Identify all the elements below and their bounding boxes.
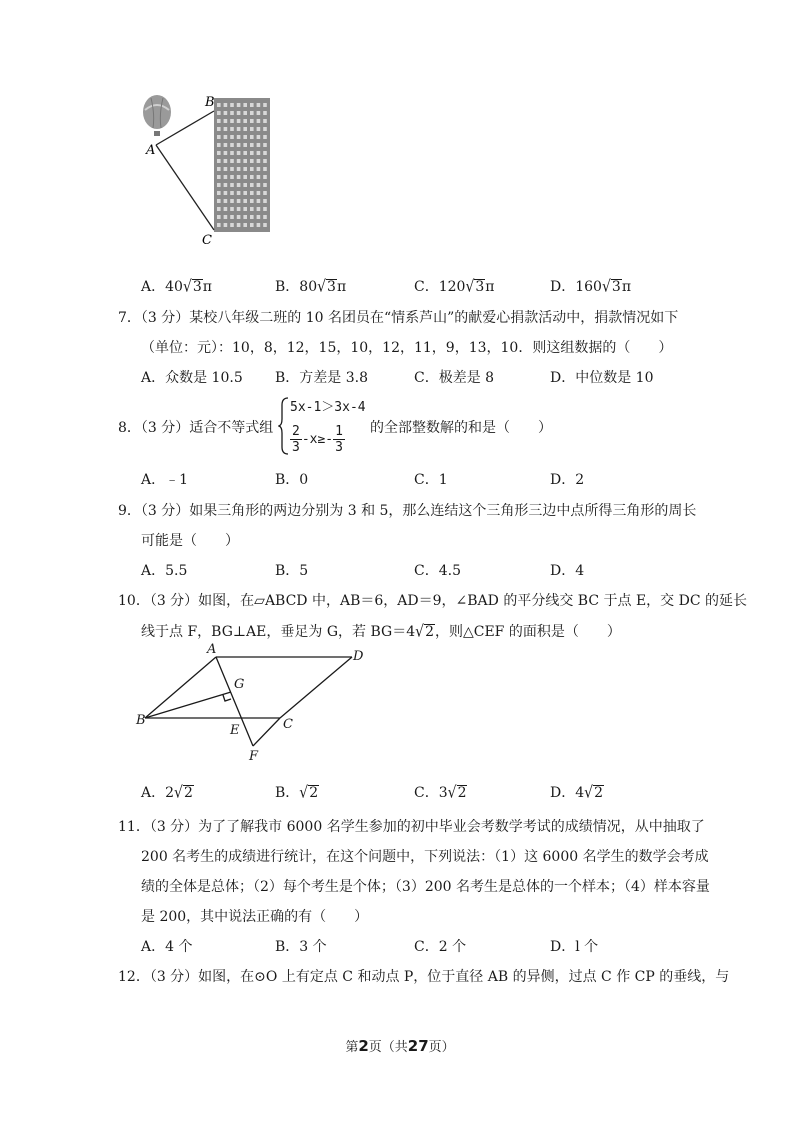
building-window xyxy=(237,159,241,163)
building-window xyxy=(257,167,261,171)
building-window xyxy=(230,119,234,123)
building-window xyxy=(250,183,254,187)
q7-option-c[interactable]: C．极差是 8 xyxy=(414,370,495,386)
building-window xyxy=(217,127,221,131)
q7-option-a[interactable]: A．众数是 10.5 xyxy=(141,370,243,386)
building-window xyxy=(217,183,221,187)
building-window xyxy=(263,167,267,171)
building-window xyxy=(224,215,228,219)
building-window xyxy=(250,143,254,147)
building-window xyxy=(224,143,228,147)
q11-line-1: 11．（3 分）为了了解我市 6000 名学生参加的初中毕业会考数学考试的成绩情况，从中抽取了 xyxy=(118,819,705,835)
building-window xyxy=(250,167,254,171)
building-window xyxy=(224,111,228,115)
building-window xyxy=(224,135,228,139)
building-window xyxy=(250,207,254,211)
building-window xyxy=(257,183,261,187)
building-window xyxy=(224,127,228,131)
building-window xyxy=(237,127,241,131)
building-window xyxy=(237,143,241,147)
building-window xyxy=(217,135,221,139)
q11-option-c[interactable]: C．2 个 xyxy=(414,939,467,955)
q8-prefix: 8．（3 分）适合不等式组 xyxy=(118,420,274,436)
building-window xyxy=(243,175,247,179)
building-window xyxy=(224,119,228,123)
building-window xyxy=(230,151,234,155)
building-window xyxy=(230,167,234,171)
building-window xyxy=(250,111,254,115)
building-window xyxy=(250,103,254,107)
building-window xyxy=(257,135,261,139)
label-c: C xyxy=(202,233,212,248)
building-window xyxy=(263,215,267,219)
building-window xyxy=(224,199,228,203)
building-window xyxy=(243,151,247,155)
q10-option-b[interactable]: B．√2 xyxy=(275,783,319,803)
building-window xyxy=(217,199,221,203)
building-window xyxy=(230,223,234,227)
q11-line-4: 是 200，其中说法正确的有（ ） xyxy=(141,909,369,925)
balloon-building-figure xyxy=(130,90,280,250)
q10-option-a[interactable]: A．2√2 xyxy=(141,783,193,803)
building-window xyxy=(263,223,267,227)
building-window xyxy=(263,103,267,107)
building-window xyxy=(250,199,254,203)
q9-option-d[interactable]: D．4 xyxy=(550,563,585,579)
building-window xyxy=(230,143,234,147)
building-window xyxy=(250,127,254,131)
building-window xyxy=(230,215,234,219)
building-window xyxy=(224,167,228,171)
building-window xyxy=(263,111,267,115)
building-window xyxy=(230,191,234,195)
building-window xyxy=(237,119,241,123)
building-window xyxy=(257,151,261,155)
building-window xyxy=(230,127,234,131)
building-window xyxy=(250,175,254,179)
label-c: C xyxy=(283,717,293,732)
building-window xyxy=(224,103,228,107)
building-window xyxy=(243,159,247,163)
building-window xyxy=(257,223,261,227)
q8-option-d[interactable]: D．2 xyxy=(550,472,585,488)
building-window xyxy=(237,135,241,139)
building-window xyxy=(243,111,247,115)
building-window xyxy=(217,191,221,195)
building-window xyxy=(257,175,261,179)
building-window xyxy=(243,119,247,123)
building-window xyxy=(243,191,247,195)
brace-icon xyxy=(278,397,290,455)
label-a: A xyxy=(146,143,156,158)
q9-option-a[interactable]: A．5.5 xyxy=(141,563,188,579)
parallelogram-figure xyxy=(135,640,375,765)
label-e: E xyxy=(230,723,240,738)
q11-line-2: 200 名考生的成绩进行统计，在这个问题中，下列说法：（1）这 6000 名学生的数学会考成 xyxy=(141,849,709,865)
building-window xyxy=(243,167,247,171)
page-footer: 第2页（共27页） xyxy=(345,1037,455,1055)
q7-option-b[interactable]: B．方差是 3.8 xyxy=(275,370,369,386)
building-window xyxy=(243,223,247,227)
q7-line-2: （单位：元）：10，8，12，15，10，12，11，9，13，10．则这组数据的（ ） xyxy=(141,340,673,356)
q8-inequality-2: $\frac{2}{3}$ -x≥- $\frac{1}{3}$ xyxy=(292,424,343,455)
q9-option-b[interactable]: B．5 xyxy=(275,563,309,579)
building-window xyxy=(217,215,221,219)
building-window xyxy=(217,175,221,179)
building-window xyxy=(237,191,241,195)
building-window xyxy=(230,135,234,139)
building-window xyxy=(243,199,247,203)
building-window xyxy=(243,135,247,139)
building-window xyxy=(230,199,234,203)
building-window xyxy=(257,215,261,219)
q9-line-2: 可能是（ ） xyxy=(141,533,239,549)
building-window xyxy=(230,207,234,211)
building-window xyxy=(217,223,221,227)
building-window xyxy=(217,143,221,147)
building-window xyxy=(263,207,267,211)
building-window xyxy=(217,103,221,107)
building-window xyxy=(263,191,267,195)
q11-line-3: 绩的全体是总体；（2）每个考生是个体；（3）200 名考生是总体的一个样本；（4）样本容量 xyxy=(141,879,710,895)
building-window xyxy=(237,199,241,203)
q6-option-b[interactable]: B．80√3π xyxy=(275,277,347,297)
building-window xyxy=(263,151,267,155)
building-window xyxy=(230,159,234,163)
building-window xyxy=(263,119,267,123)
q6-option-d[interactable]: D．160√3π xyxy=(550,277,632,297)
q9-option-c[interactable]: C．4.5 xyxy=(414,563,461,579)
q8-option-b[interactable]: B．0 xyxy=(275,472,309,488)
building-window xyxy=(257,111,261,115)
building-window xyxy=(237,207,241,211)
building-window xyxy=(263,159,267,163)
building-window xyxy=(257,119,261,123)
building-window xyxy=(257,143,261,147)
q8-inequality-1: 5x-1＞3x-4 xyxy=(290,400,366,415)
building-window xyxy=(263,183,267,187)
building-window xyxy=(263,135,267,139)
building-window xyxy=(250,151,254,155)
building-window xyxy=(263,143,267,147)
building-window xyxy=(250,135,254,139)
building-window xyxy=(257,199,261,203)
q8-suffix: 的全部整数解的和是（ ） xyxy=(370,420,552,436)
building-window xyxy=(237,223,241,227)
q6-option-c[interactable]: C．120√3π xyxy=(414,277,495,297)
q8-option-c[interactable]: C．1 xyxy=(414,472,448,488)
building-window xyxy=(257,207,261,211)
q11-option-a[interactable]: A．4 个 xyxy=(141,939,193,955)
q10-option-c[interactable]: C．3√2 xyxy=(414,783,467,803)
label-g: G xyxy=(234,677,245,692)
building-window xyxy=(257,191,261,195)
building-window xyxy=(230,111,234,115)
label-b: B xyxy=(205,95,215,110)
label-d: D xyxy=(353,649,364,664)
building-window xyxy=(217,167,221,171)
building-window xyxy=(224,159,228,163)
building-window xyxy=(257,103,261,107)
q6-option-a[interactable]: A．40√3π xyxy=(141,277,212,297)
building-window xyxy=(250,159,254,163)
q12-line-1: 12．（3 分）如图，在⊙O 上有定点 C 和动点 P，位于直径 AB 的异侧，过点 C 作 CP 的垂线，与 xyxy=(118,969,730,985)
q10-line-1: 10．（3 分）如图，在▱ABCD 中，AB＝6，AD＝9，∠BAD 的平分线交 BC 于点 E，交 DC 的延长 xyxy=(118,593,748,609)
building-window xyxy=(243,183,247,187)
q11-option-b[interactable]: B．3 个 xyxy=(275,939,327,955)
building-window xyxy=(217,207,221,211)
q10-line-2: 线于点 F，BG⊥AE，垂足为 G，若 BG＝4√2，则△CEF 的面积是（ ） xyxy=(141,622,621,642)
building-window xyxy=(237,215,241,219)
building-window xyxy=(224,191,228,195)
balloon xyxy=(143,95,171,129)
building-window xyxy=(263,175,267,179)
building-window xyxy=(243,103,247,107)
building-window xyxy=(230,103,234,107)
q8-option-a[interactable]: A．﹣1 xyxy=(141,472,189,488)
label-a: A xyxy=(207,642,217,657)
label-f: F xyxy=(249,749,259,764)
building-window xyxy=(257,159,261,163)
building-window xyxy=(224,183,228,187)
building-window xyxy=(217,119,221,123)
building-window xyxy=(237,183,241,187)
building-window xyxy=(243,207,247,211)
building-window xyxy=(250,119,254,123)
building-window xyxy=(263,199,267,203)
building-window xyxy=(230,183,234,187)
building-window xyxy=(243,127,247,131)
building-window xyxy=(224,223,228,227)
building-window xyxy=(250,191,254,195)
building-window xyxy=(257,127,261,131)
building-window xyxy=(224,175,228,179)
building-window xyxy=(243,215,247,219)
building-window xyxy=(217,151,221,155)
building xyxy=(214,98,270,232)
building-window xyxy=(224,207,228,211)
q10-option-d[interactable]: D．4√2 xyxy=(550,783,603,803)
q7-option-d[interactable]: D．中位数是 10 xyxy=(550,370,654,386)
q11-option-d[interactable]: D．l 个 xyxy=(550,939,599,955)
building-window xyxy=(224,151,228,155)
building-window xyxy=(250,223,254,227)
building-window xyxy=(217,111,221,115)
building-window xyxy=(237,167,241,171)
building-window xyxy=(217,159,221,163)
building-window xyxy=(237,175,241,179)
q7-line-1: 7．（3 分）某校八年级二班的 10 名团员在“情系芦山”的献爱心捐款活动中，捐款情况如下 xyxy=(118,310,679,326)
building-window xyxy=(230,175,234,179)
q9-line-1: 9．（3 分）如果三角形的两边分别为 3 和 5，那么连结这个三角形三边中点所得三角形的周长 xyxy=(118,503,697,519)
label-b: B xyxy=(136,713,146,728)
building-window xyxy=(237,111,241,115)
building-window xyxy=(263,127,267,131)
building-window xyxy=(237,151,241,155)
building-window xyxy=(237,103,241,107)
building-window xyxy=(250,215,254,219)
building-window xyxy=(243,143,247,147)
